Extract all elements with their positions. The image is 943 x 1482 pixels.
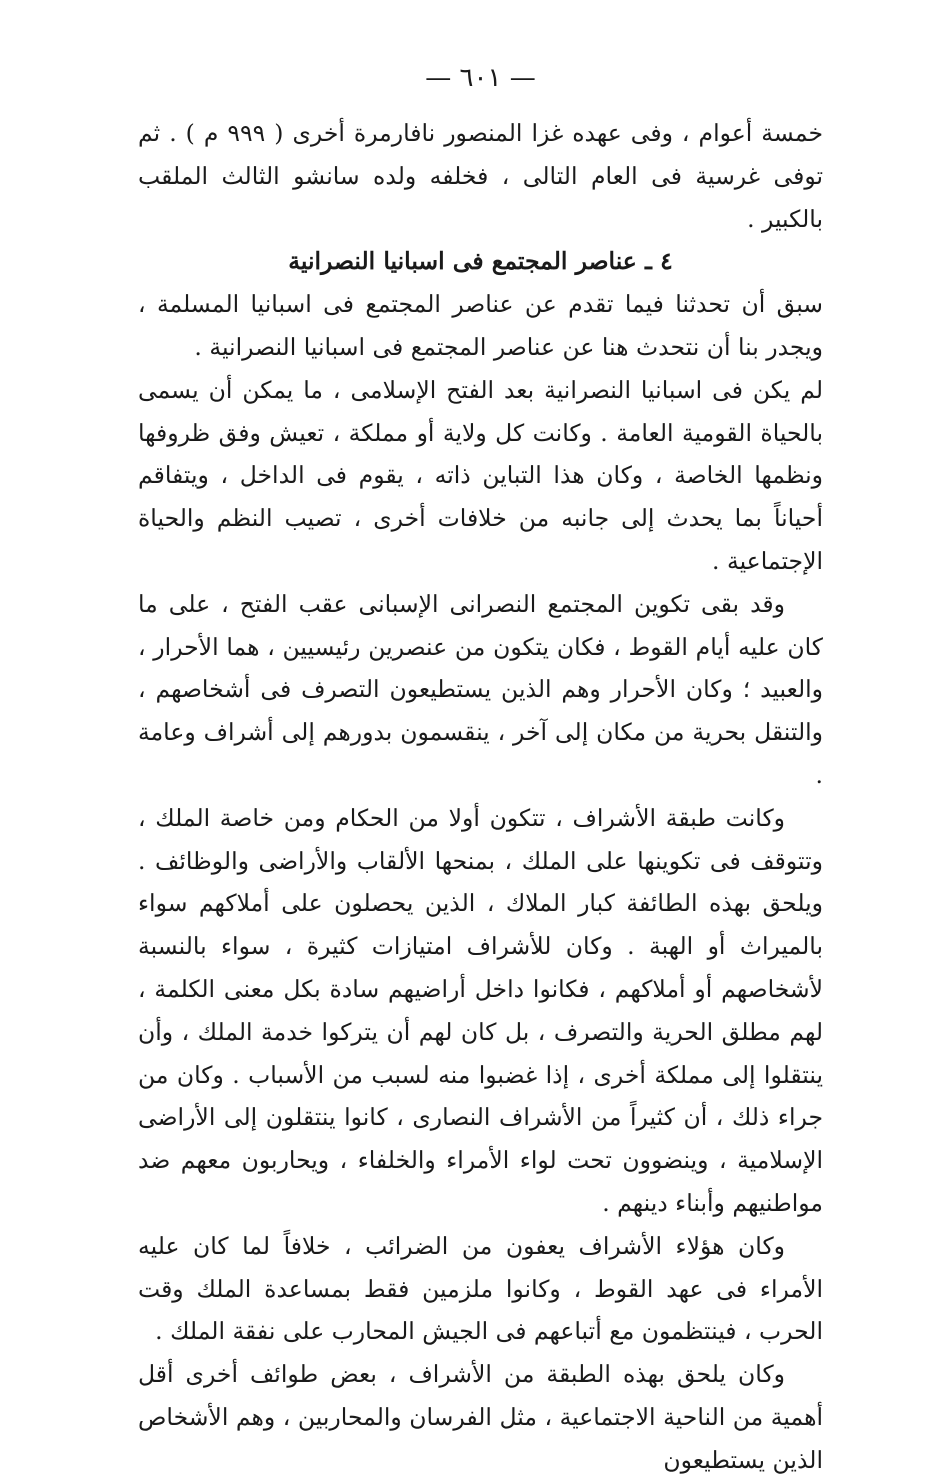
paragraph-continuation: خمسة أعوام ، وفى عهده غزا المنصور نافارمرة أخرى ( ٩٩٩ م ) . ثم توفى غرسية فى العام التالى ، فخلفه ولده سانشو الثالث الملقب بالكبير .: [138, 119, 823, 233]
paragraph: لم يكن فى اسبانيا النصرانية بعد الفتح الإسلامى ، ما يمكن أن يسمى بالحياة القومية العامة . وكانت كل ولاية أو مملكة ، تعيش وفق ظروفها ونظمها الخاصة ، وكان هذا التباين ذاته ، يقوم فى الداخل ، ويتفاقم أحياناً بما يحدث إلى جانبه من خلافات أخرى ، تصيب النظم والحياة الإجتماعية .: [138, 375, 823, 575]
paragraph: وكانت طبقة الأشراف ، تتكون أولا من الحكام ومن خاصة الملك ، وتتوقف فى تكوينها على الملك ، بمنحها الألقاب والأراضى والوظائف . ويلحق بهذه الطائفة كبار الملاك ، الذين يحصلون على أملاكهم سواء بالميراث أو الهبة . وكان للأشراف امتيازات كثيرة ، سواء بالنسبة لأشخاصهم أو أملاكهم ، فكانوا داخل أراضيهم سادة بكل معنى الكلمة ، لهم مطلق الحرية والتصرف ، بل كان لهم أن يتركوا خدمة الملك ، وأن ينتقلوا إلى مملكة أخرى ، إذا غضبوا منه لسبب من الأسباب . وكان من جراء ذلك ، أن كثيراً من الأشراف النصارى ، كانوا ينتقلون إلى الأراضى الإسلامية ، وينضوون تحت لواء الأمراء والخلفاء ، ويحاربون معهم ضد مواطنيهم وأبناء دينهم .: [138, 803, 823, 1217]
paragraph: وكان هؤلاء الأشراف يعفون من الضرائب ، خلافاً لما كان عليه الأمراء فى عهد القوط ، وكانوا ملزمين فقط بمساعدة الملك وقت الحرب ، فينتظمون مع أتباعهم فى الجيش المحارب على نفقة الملك .: [138, 1231, 823, 1346]
section-heading: ٤ ـ عناصر المجتمع فى اسبانيا النصرانية: [288, 247, 673, 276]
paragraph: وقد بقى تكوين المجتمع النصرانى الإسبانى عقب الفتح ، على ما كان عليه أيام القوط ، فكان يتكون من عنصرين رئيسيين ، هما الأحرار ، والعبيد ؛ وكان الأحرار وهم الذين يستطيعون التصرف فى أشخاصهم ، والتنقل بحرية من مكان إلى آخر ، ينقسمون بدورهم إلى أشراف وعامة .: [138, 589, 823, 789]
paragraph: سبق أن تحدثنا فيما تقدم عن عناصر المجتمع فى اسبانيا المسلمة ، ويجدر بنا أن نتحدث هنا عن عناصر المجتمع فى اسبانيا النصرانية .: [138, 290, 823, 361]
page-number: — ٦٠١ —: [425, 63, 536, 93]
paragraph: وكان يلحق بهذه الطبقة من الأشراف ، بعض طوائف أخرى أقل أهمية من الناحية الاجتماعية ، مثل الفرسان والمحاربين ، وهم الأشخاص الذين يستطيعون: [138, 1360, 823, 1474]
